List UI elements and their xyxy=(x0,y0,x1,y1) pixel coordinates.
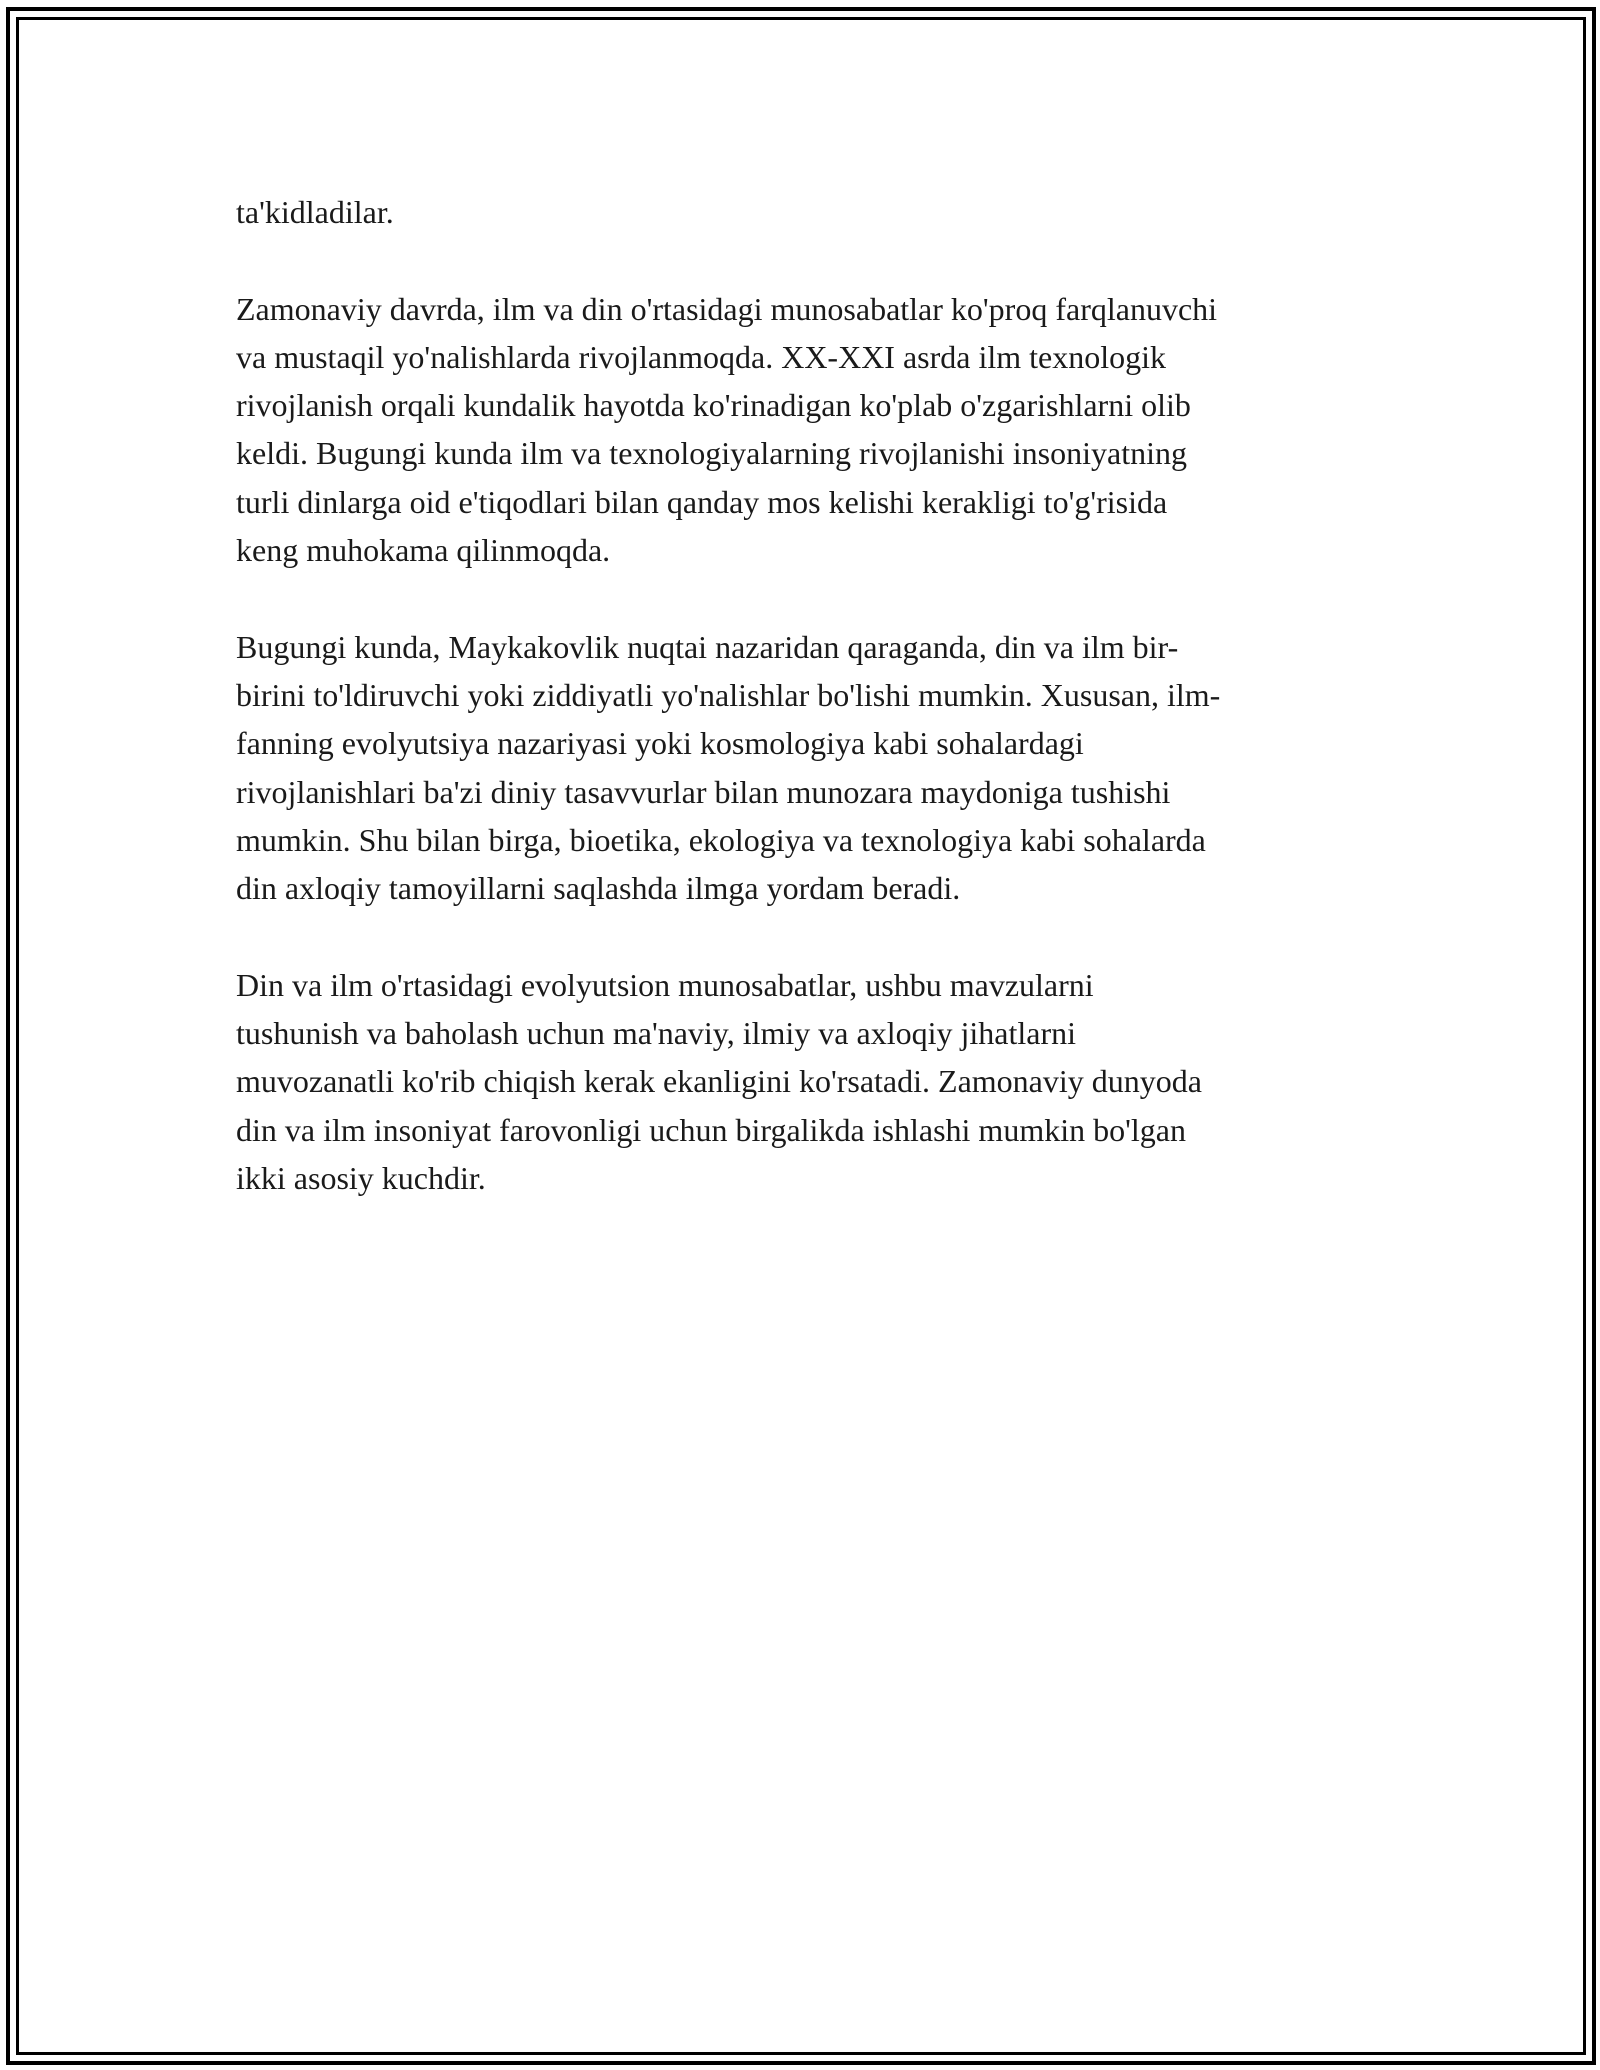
text-line: keng muhokama qilinmoqda. xyxy=(236,532,611,569)
text-line: muvozanatli ko'rib chiqish kerak ekanligini ko'rsatadi. Zamonaviy dunyoda xyxy=(236,1063,1202,1100)
document-body xyxy=(236,188,1386,1251)
text-line: tushunish va baholash uchun ma'naviy, ilmiy va axloqiy jihatlarni xyxy=(236,1015,1076,1052)
text-line: rivojlanishlari ba'zi diniy tasavvurlar bilan munozara maydoniga tushishi xyxy=(236,773,1171,810)
text-line: din va ilm insoniyat farovonligi uchun birgalikda ishlashi mumkin bo'lgan xyxy=(236,1111,1186,1148)
paragraph-2 xyxy=(236,285,1386,575)
text-line: din axloqiy tamoyillarni saqlashda ilmga yordam beradi. xyxy=(236,870,961,907)
text-line: keldi. Bugungi kunda ilm va texnologiyalarning rivojlanishi insoniyatning xyxy=(236,435,1187,472)
paragraph-3 xyxy=(236,623,1386,913)
text-line: Din va ilm o'rtasidagi evolyutsion munosabatlar, ushbu mavzularni xyxy=(236,966,1094,1003)
text-line: fanning evolyutsiya nazariyasi yoki kosmologiya kabi sohalardagi xyxy=(236,725,1084,762)
text-line: va mustaqil yo'nalishlarda rivojlanmoqda. XX-XXI asrda ilm texnologik xyxy=(236,338,1167,375)
text-line: turli dinlarga oid e'tiqodlari bilan qanday mos kelishi kerakligi to'g'risida xyxy=(236,483,1168,520)
text-line: rivojlanish orqali kundalik hayotda ko'rinadigan ko'plab o'zgarishlarni olib xyxy=(236,387,1191,424)
text-line: ta'kidladilar. xyxy=(236,194,394,230)
paragraph-1 xyxy=(236,188,1386,236)
paragraph-4 xyxy=(236,961,1386,1202)
text-line: birini to'ldiruvchi yoki ziddiyatli yo'nalishlar bo'lishi mumkin. Xususan, ilm- xyxy=(236,676,1221,713)
text-line: Bugungi kunda, Maykakovlik nuqtai nazaridan qaraganda, din va ilm bir- xyxy=(236,628,1179,665)
text-line: ikki asosiy kuchdir. xyxy=(236,1159,486,1196)
text-line: mumkin. Shu bilan birga, bioetika, ekologiya va texnologiya kabi sohalarda xyxy=(236,821,1206,858)
text-line: Zamonaviy davrda, ilm va din o'rtasidagi munosabatlar ko'proq farqlanuvchi xyxy=(236,290,1218,327)
